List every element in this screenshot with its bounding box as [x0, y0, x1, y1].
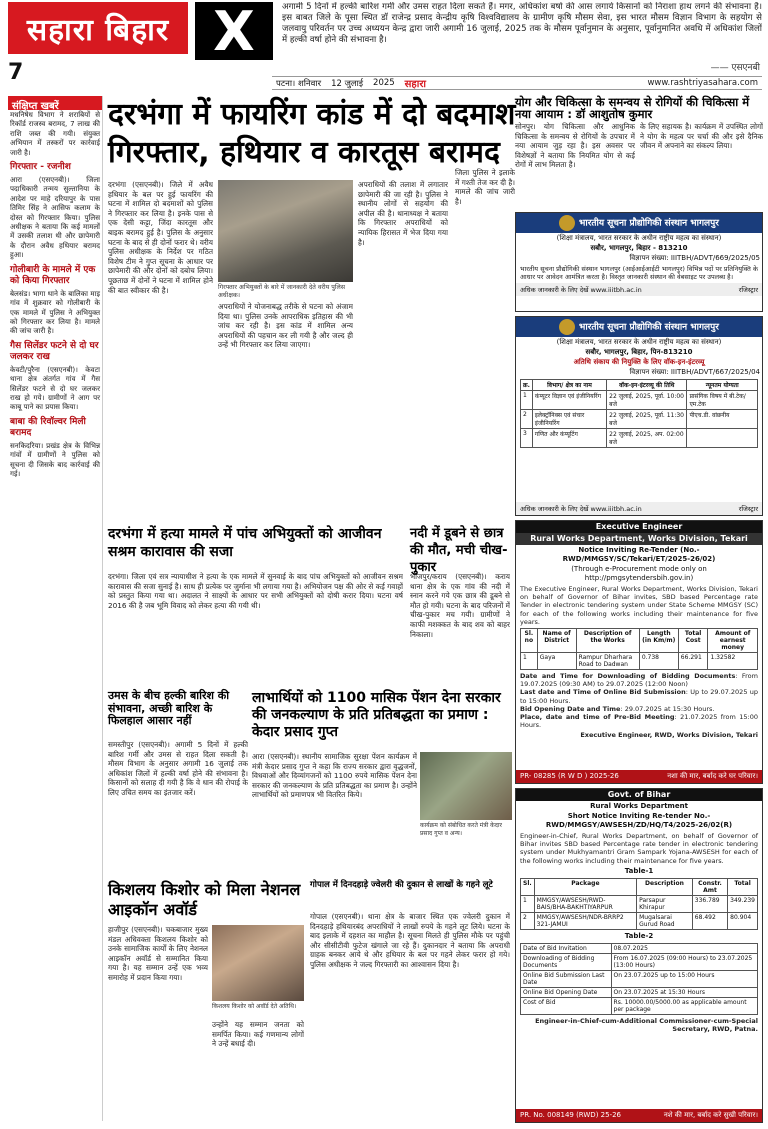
table-header: विभाग/ क्षेत्र का नाम [532, 380, 606, 391]
ad-signatory: Executive Engineer, RWD, Works Division, Tekari [580, 731, 758, 740]
dateline-brand: सहारा [404, 79, 427, 90]
award-body-col2: उन्होंने यह सम्मान जनता को समर्पित किया। कई गणमान्य लोगों ने उन्हें बधाई दी। [212, 1020, 304, 1049]
table-row [521, 429, 758, 448]
table-header: वॉक-इन-इंटरव्यू की तिथि [607, 380, 687, 391]
table-header: Total Cost [678, 629, 708, 653]
table-header: Constr. Amt [692, 878, 727, 895]
ad-signatory: Engineer-in-Chief-cum-Additional Commissioner-cum-Special Secretary, RWD, Patna. [535, 1016, 758, 1034]
table-header-row [521, 878, 758, 895]
masthead [0, 0, 768, 88]
award-headline: किशलय किशोर को मिला नेशनल आइकॉन अवॉर्ड [108, 880, 301, 919]
ad-footer [516, 1109, 762, 1122]
rwd-bihar-tender-ad [515, 788, 763, 1123]
page-number: 7 [8, 60, 24, 85]
brief-body: केवटी/पुरैना (एसएनबी)। केवटा थाना क्षेत्र अंतर्गत गांव में गैस सिलेंडर फटने से दो घर जलकर राख हो गये। ग्रामीणों ने आग पर काबू पाने का प्रयास किया। [10, 364, 100, 412]
schedule-item: Date and Time for Downloading of Bidding Documents: From 19.07.2025 (09:30 AM) to 29.07.2025 (12:00 Noon) [520, 672, 758, 689]
verdict-headline: दरभंगा में हत्या मामले में पांच अभियुक्तों को आजीवन सश्रम कारावास की सजा [108, 526, 382, 560]
table-row [521, 391, 758, 410]
ad-subtitle: (शिक्षा मंत्रालय, भारत सरकार के अधीन राष्ट्रीय महत्व का संस्थान) [556, 234, 722, 242]
dateline [272, 76, 762, 90]
table-header: Sl. no [521, 629, 538, 653]
brief-headline: गोलीबारी के मामले में एक को किया गिरफ्तार [10, 264, 96, 286]
sidebar-header: संक्षिप्त खबरें [8, 96, 102, 110]
lead-photo-caption: गिरफ्तार अभियुक्तों के बारे में जानकारी देते वरीय पुलिस अधीक्षक। [218, 284, 345, 299]
list-item [8, 341, 102, 412]
table-cell: 336.789 [692, 895, 727, 912]
table-header: Total [728, 878, 758, 895]
dateline-year: 2025 [373, 78, 395, 88]
brief-body: बेलसंड। भागा थाने के बालिका माइ गांव में शुक्रवार को गोलीबारी के एक मामले में पुलिस ने अभियुक्त को गिरफ्तार कर लिया है। मामले की जांच जारी है। [10, 288, 100, 336]
table-cell: MMGSY/AWSESH/NDR-BRRP2 321-JAMUI [534, 912, 636, 929]
lead-body-col1: दरभंगा (एसएनबी)। जिले में अवैध हथियार के बल पर हुई फायरिंग की घटना में शामिल दो बदमाशों को पुलिस ने गिरफ्तार कर लिया है। इनके पास से एक देसी कट्टा, जिंदा कारतूस और बाइक बरामद हुई है। पुलिस के अनुसार घटना के बाद से ही दोनों फरार थे। वरीय पुलिस अधीक्षक के निर्देश पर गठित विशेष टीम ने गुप्त सूचना के आधार पर छापेमारी की और दोनों को दबोच लिया। पूछताछ में दोनों ने घटना में शामिल होने की बात स्वीकार की है। [108, 180, 213, 295]
table-cell: 1.32582 [708, 653, 758, 670]
ad-department: Rural Works Department [590, 802, 688, 810]
table-cell: 349.239 [728, 895, 758, 912]
lead-photo [218, 180, 353, 282]
yoga-story-col1: सोनपुर। योग चिकित्सा और आधुनिक चिकित्सा के समन्वय से रोगियों के उपचार में नया आयाम जुड़ रहा है। इस अवसर पर विशेषज्ञों ने बताया कि नियमित योग से कई रोगों में लाभ मिलता है। [515, 122, 635, 170]
table-cell: प्रासंगिक विषय में बी.टेक/एम.टेक [687, 391, 758, 410]
table-header: न्यूनतम योग्यता [687, 380, 758, 391]
table-header-row [521, 380, 758, 391]
table-cell: 22 जुलाई, 2025, पूर्वा. 10:00 बजे [607, 391, 687, 410]
ad-department: Rural Works Department, Works Division, Tekari [516, 533, 762, 545]
table-cell: 66.291 [678, 653, 708, 670]
pension-body: आरा (एसएनबी)। स्थानीय सामाजिक सुरक्षा पेंशन कार्यक्रम में मंत्री केदार प्रसाद गुप्त ने कहा कि राज्य सरकार द्वारा वृद्धजनों, विधवाओं और दिव्यांगजनों को 1100 रुपये मासिक पेंशन देना सरकार की जनकल्याण के प्रति प्रतिबद्धता का प्रमाण है। उन्होंने लाभार्थियों को प्रमाणपत्र भी वितरित किये। [252, 752, 417, 800]
ad-footer-link[interactable]: अधिक जानकारी के लिए देखें www.iiitbh.ac.in [520, 286, 642, 295]
award-photo-caption: किशलय किशोर को अवॉर्ड देते अतिथि। [212, 1003, 297, 1010]
table-row [521, 912, 758, 929]
table-title: Table-1 [624, 866, 654, 875]
brief-headline: गैस सिलेंडर फटने से दो घर जलकर राख [10, 340, 99, 362]
weather-brief: अगामी 5 दिनों में हल्की बारिश गर्मी और उमस राहत दिला सकते हैं। मगर, अधिकांश बर्षा की आस लगाये किसानों को निराशा हाथ लगने की संभावना है। इस बाबत जिले के पूसा स्थित डॉ राजेन्द्र प्रसाद केन्द्रीय कृषि विश्वविद्यालय के ग्रामीण कृषि मौसम सेवा, इस भारत मौसम विज्ञान विभाग के सहयोग से जलवायु परिवर्तन पर उच्च अध्ययन केन्द्र द्वारा जारी अगामी 16 जुलाई, 2025 तक के मौसम पूर्वानुमान के अनुसार, पूर्वानुमानित अवधि में अधिकांश जिलों में हल्की वर्षा होने की संभावना है। [282, 2, 762, 45]
list-item [8, 265, 102, 336]
ad-notice-title: अतिथि संकाय की नियुक्ति के लिए वॉक-इन-इंटरव्यू [573, 358, 705, 366]
table-cell: गणित और कंप्यूटिंग [532, 429, 606, 448]
verdict-body: दरभंगा। जिला एवं सत्र न्यायाधीश ने हत्या के एक मामले में सुनवाई के बाद पांच अभियुक्तों को आजीवन सश्रम कारावास की सजा सुनाई है। साथ ही प्रत्येक पर जुर्माना भी लगाया गया है। अभियोजन पक्ष की ओर से कई गवाहों को प्रस्तुत किया गया था। अदालत ने साक्ष्यों के आधार पर सभी अभियुक्तों को दोषी करार दिया। घटना वर्ष 2016 की है जब भूमि विवाद को लेकर हत्या की गयी थी। [108, 572, 403, 610]
x-logo-icon: X [195, 2, 273, 60]
table-cell: 22 जुलाई, 2025, पूर्वा. 11:30 बजे [607, 410, 687, 429]
table-header-row [521, 629, 758, 653]
pension-photo-caption: कार्यक्रम को संबोधित करते मंत्री केदार प्रसाद गुप्त व अन्य। [420, 822, 502, 837]
robbery-body: गोपाल (एसएनबी)। थाना क्षेत्र के बाजार स्थित एक ज्वेलरी दुकान में दिनदहाड़े हथियारबंद अपराधियों ने लाखों रुपये के गहने लूट लिये। घटना के बाद इलाके में दहशत का माहौल है। सूचना मिलते ही पुलिस मौके पर पहुंची और सीसीटीवी फुटेज खंगाले जा रहे हैं। दुकानदार ने बताया कि अपराधी ग्राहक बनकर आये थे और हथियार के बल पर गहने लेकर फरार हो गये। पुलिस अधीक्षक ने जल्द गिरफ्तारी का आश्वासन दिया है। [310, 912, 510, 969]
ad-footer [516, 502, 762, 515]
list-item [8, 162, 102, 260]
list-item [8, 110, 102, 157]
package-table [520, 878, 758, 930]
table-header: Amount of earnest money [708, 629, 758, 653]
pension-headline: लाभार्थियों को 1100 मासिक पेंशन देना सरकार की जनकल्याण के प्रति प्रतिबद्धता का प्रमाण : केदार प्रसाद गुप्त [252, 690, 501, 740]
table-cell: On 23.07.2025 at 15:30 Hours [611, 987, 757, 997]
ad-subtitle: (Through e-Procurement mode only on http://pmgsytendersbih.gov.in) [571, 565, 707, 582]
ad-signatory: रजिस्ट्रार [738, 505, 758, 513]
table-header: Package [534, 878, 636, 895]
drowning-body: भोजपुर/कराय (एसएनबी)। कराय थाना क्षेत्र के एक गांव की नदी में स्नान करने गये एक छात्र की डूबने से मौत हो गयी। घटना के बाद परिजनों में चीख-पुकार मच गयी। ग्रामीणों ने काफी मशक्कत के बाद शव को बाहर निकाला। [410, 572, 510, 639]
lead-body-col3: अपराधियों की तलाश में लगातार छापेमारी की जा रही है। पुलिस ने स्थानीय लोगों से सहयोग की अपील की है। थानाध्यक्ष ने बताया कि गिरफ्तार अपराधियों को न्यायिक हिरासत में भेज दिया गया है। [358, 180, 448, 247]
table-cell: Online Bid Submission Last Date [521, 970, 612, 987]
ad-address: सबौर, भागलपुर, बिहार - 813210 [590, 244, 688, 252]
table-cell: MMGSY/AWSESH/RWD-BAIS/BHA-BAKHTIYARPUR [534, 895, 636, 912]
table-cell: Mugalsarai Gurud Road [637, 912, 693, 929]
table-row [521, 953, 758, 970]
table-row [521, 410, 758, 429]
iiit-walkin-ad [515, 316, 763, 516]
table-row [521, 997, 758, 1014]
table-cell: इलेक्ट्रॉनिक्स एवं संचार इंजीनियरिंग [532, 410, 606, 429]
table-cell: 2 [521, 410, 533, 429]
pension-photo [420, 752, 512, 820]
ad-title: भारतीय सूचना प्रौद्योगिकी संस्थान भागलपुर [516, 213, 762, 233]
tender-schedule [520, 672, 758, 729]
schedule-item: Bid Opening Date and Time: 29.07.2025 at 15:30 Hours. [520, 704, 715, 713]
brief-news-sidebar [8, 96, 103, 1121]
ad-reference: विज्ञापन संख्या: IIITBH/ADVT/669/2025/05 [629, 254, 760, 262]
ad-code: PR. No. 008149 (RWD) 25-26 [520, 1111, 621, 1119]
yoga-story-headline: योग और चिकित्सा के समन्वय से रोगियों की चिकित्सा में नया आयाम : डॉ आशुतोष कुमार [515, 95, 750, 121]
newspaper-logo: सहारा बिहार [8, 2, 188, 54]
ad-slogan: नशा की मार, बर्बाद करे घर परिवार। [667, 772, 758, 780]
ad-notice-title: Notice Inviting Re-Tender (No.-RWD/MMGSY/SC/Tekari/ET/2025-26/02) [562, 546, 716, 563]
ad-footer [516, 283, 762, 296]
brief-body: सनकिदरिया। प्रखंड क्षेत्र के विभिन्न गांवों में ग्रामीणों ने पुलिस को सूचना दी जिसके बाद कार्रवाई की गई। [10, 440, 100, 478]
ad-reference: विज्ञापन संख्या: IIITBH/ADVT/667/2025/04 [629, 368, 760, 376]
table-header: Length (in Km/m) [639, 629, 678, 653]
table-row [521, 970, 758, 987]
table-cell: 68.492 [692, 912, 727, 929]
ad-title: Govt. of Bihar [516, 789, 762, 801]
ad-footer-link[interactable]: अधिक जानकारी के लिए देखें www.iiitbh.ac.in [520, 505, 642, 513]
table-title: Table-2 [624, 931, 654, 940]
schedule-table [520, 943, 758, 1015]
table-cell: कंप्यूटर विज्ञान एवं इंजीनियरिंग [532, 391, 606, 410]
table-cell: From 16.07.2025 (09:00 Hours) to 23.07.2025 (13:00 Hours) [611, 953, 757, 970]
brief-headline: बाबा की रिवॉल्वर मिली बरामद [10, 416, 86, 438]
ad-title: भारतीय सूचना प्रौद्योगिकी संस्थान भागलपुर [516, 317, 762, 337]
table-cell: Gaya [537, 653, 576, 670]
schedule-item: Last date and Time of Online Bid Submission: Up to 29.07.2025 up to 15:00 Hours. [520, 688, 758, 705]
table-cell: 80.904 [728, 912, 758, 929]
ad-body: Engineer-in-Chief, Rural Works Department, on behalf of Governor of Bihar invites SBD based Percentage rate tender in electronic tendering system under Mukhyamantri Gram Sampark Yojana-AWSESH for each of the following works including their maintenance for five years. [520, 832, 758, 865]
schedule-item: Place, date and time of Pre-Bid Meeting: 21.07.2025 from 15:00 Hours. [520, 713, 758, 730]
table-cell: Cost of Bid [521, 997, 612, 1014]
award-body: हाजीपुर (एसएनबी)। चकबाजार मुख्य मंडल अधिवक्ता किशलय किशोर को उनके सामाजिक कार्यों के लिए नेशनल आइकॉन अवॉर्ड से सम्मानित किया गया है। यह सम्मान उन्हें एक भव्य समारोह में प्रदान किया गया। [108, 925, 208, 982]
iiit-deputation-ad [515, 212, 763, 312]
brief-headline: गिरफ्तार - रजनीश [10, 162, 71, 173]
table-cell: 2 [521, 912, 535, 929]
table-cell: On 23.07.2025 up to 15:00 Hours [611, 970, 757, 987]
table-cell: 3 [521, 429, 533, 448]
list-item [8, 417, 102, 479]
table-cell: Date of Bid Invitation [521, 943, 612, 953]
table-header: Sl. [521, 878, 535, 895]
table-cell: 22 जुलाई, 2025, अप. 02:00 बजे [607, 429, 687, 448]
dateline-city: पटना। शनिवार [276, 78, 322, 89]
table-cell: पीएच.डी. वांछनीय [687, 410, 758, 429]
robbery-headline: गोपाल में दिनदहाड़े ज्वेलरी की दुकान से लाखों के गहने लूटे [310, 880, 493, 890]
website-link[interactable]: www.rashtriyasahara.com [647, 78, 758, 88]
table-cell: 1 [521, 653, 538, 670]
table-row [521, 653, 758, 670]
table-cell: 1 [521, 391, 533, 410]
table-cell: 0.738 [639, 653, 678, 670]
walkin-table [520, 379, 758, 448]
table-row [521, 943, 758, 953]
dateline-date: 12 जुलाई [331, 78, 364, 89]
award-photo [212, 925, 304, 1001]
table-header: क्र. [521, 380, 533, 391]
table-header: Name of District [537, 629, 576, 653]
table-row [521, 987, 758, 997]
weather-body: समस्तीपुर (एसएनबी)। अगामी 5 दिनों में हल्की बारिश गर्मी और उमस से राहत दिला सकती है। मौसम विभाग के अनुसार अगामी 16 जुलाई तक अधिकांश जिलों में हल्की वर्षा होने की संभावना है। किसानों को सलाह दी गयी है कि वे धान की रोपाई के लिए उचित समय का इंतजार करें। [108, 740, 248, 797]
table-header: Description of the Works [576, 629, 639, 653]
table-cell: Online Bid Opening Date [521, 987, 612, 997]
lead-body-col4: जिला पुलिस ने इलाके में गश्ती तेज कर दी है। मामले की जांच जारी है। [455, 168, 515, 206]
table-row [521, 895, 758, 912]
ad-footer [516, 770, 762, 783]
table-cell: Downloading of Bidding Documents [521, 953, 612, 970]
table-header: Description [637, 878, 693, 895]
institute-emblem-icon [559, 215, 575, 231]
ad-title: Executive Engineer [516, 521, 762, 533]
table-cell [687, 429, 758, 448]
brief-body: मधनिषेध विभाग ने शराबियों से रिकॉर्ड राजस्व बरामद, 7 लाख की राशि जब्त की गयी। संयुक्त अभियान में तस्करों पर कार्रवाई जारी है। [10, 110, 100, 157]
drowning-headline: नदी में डूबने से छात्र की मौत, मची चीख-पुकार [410, 526, 508, 575]
ad-notice-title: Short Notice Inviting Re-tender No.-RWD/MMGSY/AWSESH/ZD/HQ/T4/2025-26/02(R) [545, 812, 733, 829]
ad-subtitle: (शिक्षा मंत्रालय, भारत सरकार के अधीन राष्ट्रीय महत्व का संस्थान) [556, 338, 722, 346]
table-cell: 08.07.2025 [611, 943, 757, 953]
lead-body-col2: अपराधियों ने योजनाबद्ध तरीके से घटना को अंजाम दिया था। पुलिस उनके आपराधिक इतिहास की भी जांच कर रही है। इस कांड में शामिल अन्य अपराधियों की पहचान कर ली गयी है और जल्द ही उन्हें भी गिरफ्तार कर लिया जाएगा। [218, 302, 353, 350]
table-cell: 1 [521, 895, 535, 912]
ad-slogan: नशे की मार, बर्बाद करे सुखी परिवार। [663, 1111, 758, 1119]
ad-signatory: रजिस्ट्रार [738, 286, 758, 295]
brief-body: आरा (एसएनबी)। जिला पदाधिकारी तन्मय सुल्तानिया के आदेश पर माहे दरियापुर के पास तिमिर सिंह ने आसिफ कलाम के दोस्त को गिरफ्तार किया। पुलिस अधीक्षक ने बताया कि कई मामलों में उसकी तलाश थी और छापेमारी के दौरान अवैध हथियार बरामद हुआ। [10, 175, 100, 260]
tender-table [520, 628, 758, 670]
ad-body: The Executive Engineer, Rural Works Department, Works Division, Tekari on behalf of Governor of Bihar invites, SBD based Percentage rate Tender in electronic tendering system under State Scheme MMGSY (SC) for each of the following works including their maintenance for five years. [520, 585, 758, 626]
table-cell: Rampur Dharhara Road to Dadwan [576, 653, 639, 670]
yoga-story-col2: के लिए सहायक है। कार्यक्रम में उपस्थित लोगों ने योग के महत्व पर चर्चा की और इसे दैनिक जीवन में अपनाने का संकल्प लिया। [640, 122, 763, 151]
table-cell: Parsapur Khirapur [637, 895, 693, 912]
ad-body: भारतीय सूचना प्रौद्योगिकी संस्थान भागलपुर (आईआईआईटी भागलपुर) विभिन्न पदों पर प्रतिनियुक्ति के आधार पर आवेदन आमंत्रित करता है। विस्तृत जानकारी संस्थान की वेबसाइट पर उपलब्ध है। [520, 265, 758, 282]
weather-headline: उमस के बीच हल्की बारिश की संभावना, अच्छी बारिश के फिलहाल आसार नहीं [108, 689, 230, 727]
ad-address: सबौर, भागलपुर, बिहार, पिन-813210 [585, 348, 693, 356]
rwd-tekari-tender-ad [515, 520, 763, 784]
lead-headline: दरभंगा में फायरिंग कांड में दो बदमाश गिरफ्तार, हथियार व कारतूस बरामद [108, 97, 516, 170]
ad-code: PR- 08285 (R W D ) 2025-26 [520, 772, 619, 780]
institute-emblem-icon [559, 319, 575, 335]
table-cell: Rs. 10000.00/5000.00 as applicable amount per package [611, 997, 757, 1014]
weather-credit: —— एसएनबी [710, 63, 760, 73]
